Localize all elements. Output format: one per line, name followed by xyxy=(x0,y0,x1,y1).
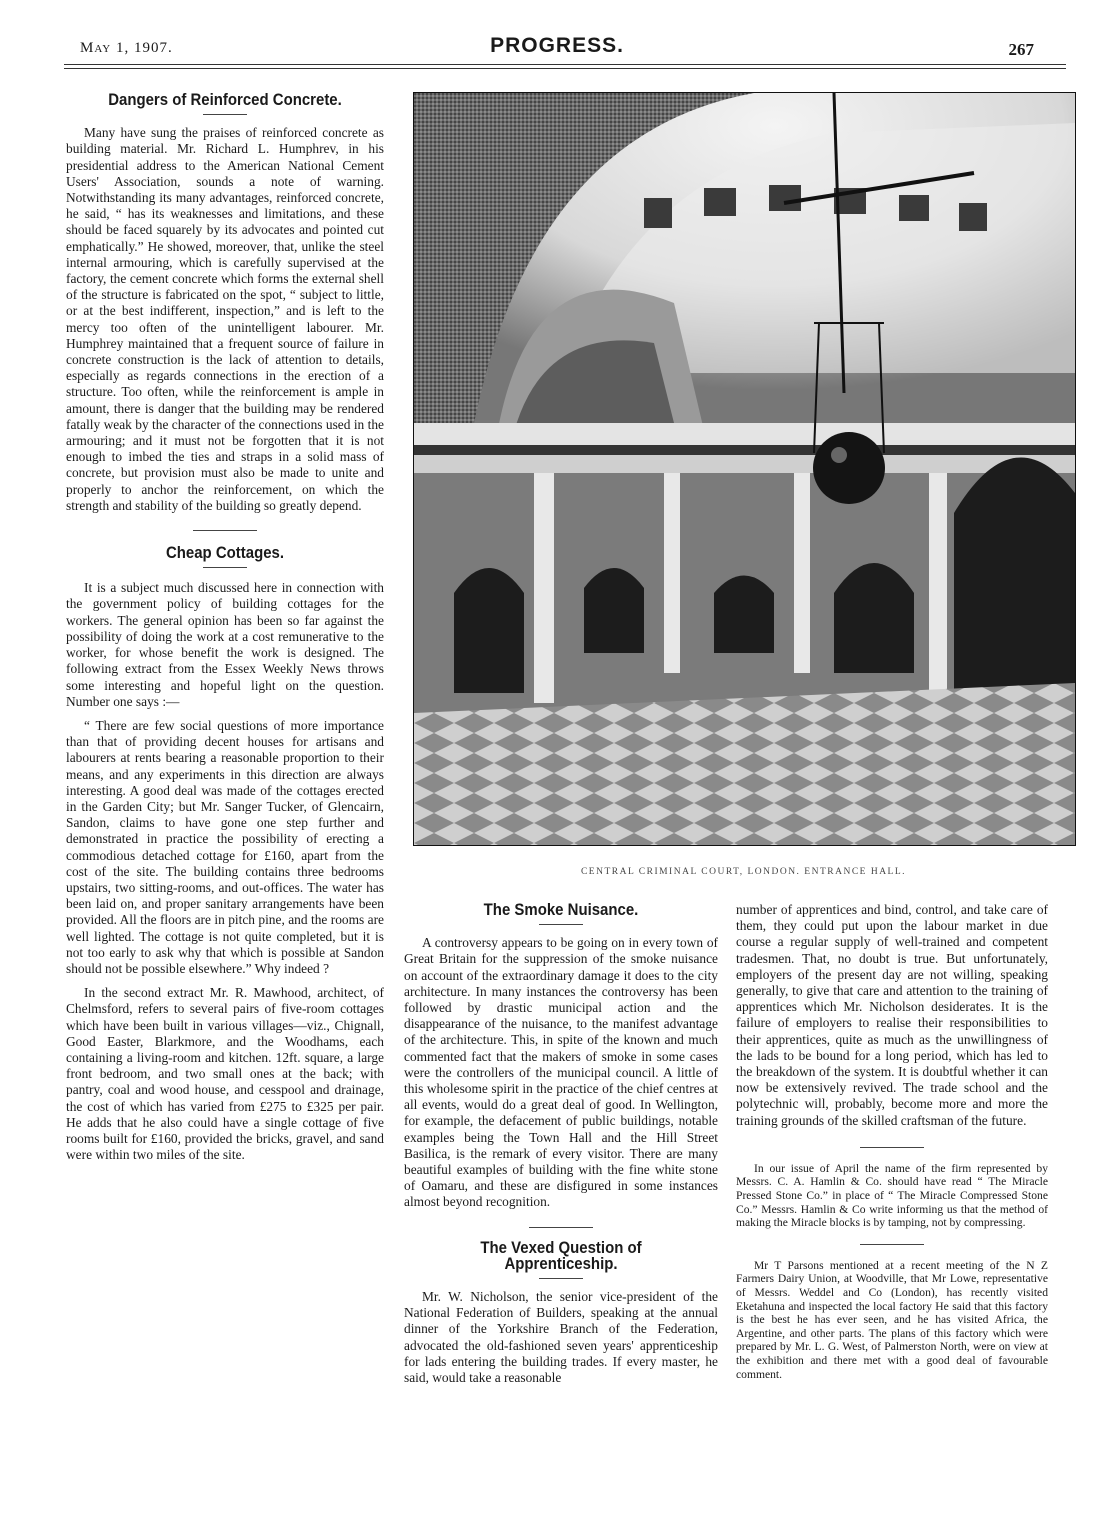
header-rule-2 xyxy=(64,68,1066,69)
cottages-paragraph: In the second extract Mr. R. Mawhood, architect, of Chelmsford, refers to several pairs of five-room cottages which have been built in various villages—viz., Chignall, Good Easter, Blarkmore, and the Woodhams, each containing a living-room and kitchen. 12ft. square, a large front bedroom, and two small ones at the back; with pantry, coal and wood house, and cesspool and drainage, the cost of which has varied from £275 to £325 per pair. He adds that he also could have a single cottage of five rooms built for £160, provided the bricks, gravel, and sand were within two miles of the site. xyxy=(66,985,384,1163)
concrete-paragraph: Many have sung the praises of reinforced concrete as building material. Mr. Richard L. Humphrev, in his presidential address to the American National Cement Users' Association, sounds a note of warning. Notwithstanding its many advantages, reinforced concrete, he said, “ has its weaknesses and limitations, and these should be faced squarely by its advocates and pointed cut emphatically.” He showed, moreover, that, unlike the steel internal armouring, which is carefully supervised at the factory, the cement concrete which forms the external shell of the structure is fabricated on the spot, “ subject to little, or at the best indifferent, inspection,” and is left to the mercy too often of the unintelligent labourer. Mr. Humphrey maintained that a frequent source of failure in concrete construction is the lack of attention to details, especially as regards connections in the erection of a structure. Too often, while the reinforcement is ample in amount, there is danger that the building may be rendered fatally weak by the character of the connections used in the armouring; and it must not be forgotten that it is not enough to imbed the ties and straps in a solid mass of concrete, but provision must also be made to unite and properly to anchor the reinforcement, on which the strength and stability of the building so greatly depend. xyxy=(66,125,384,513)
header-rule xyxy=(64,64,1066,65)
title-dash xyxy=(203,567,247,568)
middle-column xyxy=(404,902,718,1386)
note-paragraph: In our issue of April the name of the firm represented by Messrs. C. A. Hamlin & Co. should have read “ The Miracle Pressed Stone Co.” in place of “ The Miracle Compressed Stone Co.” Messrs. Hamlin & Co write informing us that the method of making the Miracle blocks is by tamping, not by compressing. xyxy=(736,1161,1048,1230)
apprenticeship-continuation: number of apprentices and bind, control, and take care of them, they could put upon the labour market in due course a regular supply of well-trained and competent tradesmen. That, no doubt is true. But unfortunately, employers of the present day are not willing, speaking generally, to give that care and attention to the training of apprentices which Mr. Nicholson desiderates. It is the failure of employers to realise their responsibilities to their apprentices, quite as much as the unwillingness of the lads to be bound for a long period, which has led to the breakdown of the system. It is doubtful whether it can now be extensively revived. The trade school and the polytechnic will, probably, become more and more the training grounds of the skilled craftsman of the future. xyxy=(736,902,1048,1128)
entrance-hall-photo xyxy=(413,92,1076,846)
title-dash xyxy=(539,924,583,925)
photo-caption: CENTRAL CRIMINAL COURT, LONDON. ENTRANCE HALL. xyxy=(580,867,907,877)
title-dash xyxy=(203,114,247,115)
page-title: PROGRESS. xyxy=(490,34,624,57)
concrete-title: Dangers of Reinforced Concrete. xyxy=(108,90,342,109)
left-column xyxy=(66,92,384,1163)
cottages-title: Cheap Cottages. xyxy=(165,543,285,563)
smoke-paragraph: A controversy appears to be going on in every town of Great Britain for the suppression of the smoke nuisance on account of the extraordinary damage it does to the city architecture. In many instances the controversy has been followed by drastic municipal action and the disappearance of the nuisance, to the manifest advantage of the architecture. This, in spite of the known and much commented fact that the makers of smoke in some cases were the controllers of the municipal council. A little of this wholesome spirit in the practice of the chief centres at all events, would do a great deal of good. In Wellington, for example, the defacement of public buildings, notable examples being the Town Hall and the Hill Street Basilica, is the remark of every visitor. There are many beautiful examples of building with the fine white stone of Oamaru, and these are disfigured in some instances almost beyond recognition. xyxy=(404,935,718,1210)
title-dash xyxy=(539,1278,583,1279)
cottages-paragraph: It is a subject much discussed here in connection with the government policy of building cottages for the workers. The general opinion has been so far against the possibility of doing the work at a cost remunerative to the worker, for whose benefit the work is designed. The following extract from the Essex Weekly News throws some interesting and hopeful light on the question. Number one says :— xyxy=(66,580,384,709)
right-column xyxy=(736,902,1048,1381)
section-separator xyxy=(860,1244,924,1245)
page-number: 267 xyxy=(1008,40,1034,59)
smoke-title: The Smoke Nuisance. xyxy=(483,900,639,919)
hall-illustration xyxy=(414,93,1075,845)
apprenticeship-title: The Vexed Question of Apprenticeship. xyxy=(480,1237,642,1273)
section-separator xyxy=(860,1147,924,1148)
note-paragraph: Mr T Parsons mentioned at a recent meeting of the N Z Farmers Dairy Union, at Woodville, that Mr Lowe, representative of Messrs. Weddel and Co (London), has recently visited Eketahuna and inspected the local factory He said that this factory is the best he has ever seen, and he has visited Africa, the Argentine, and other parts. The plans of this factory which were prepared by Mr. L. G. West, of Palmerston North, were on view at the exhibition and there met with a good deal of favourable comment. xyxy=(736,1258,1048,1381)
cottages-paragraph: “ There are few social questions of more importance than that of providing decent houses for artisans and labourers at rents bearing a reasonable proportion to their means, and any experiments in this direction are always interesting. A good deal was made of the cottages erected in the Garden City; but Mr. Sanger Tucker, of Glencairn, Sandon, claims to have gone one step further and demonstrated in practice the possibility of erecting a commodious detached cottage for £160, apart from the cost of the site. The building contains three bedrooms upstairs, two sitting-rooms, and out-offices. The water has been laid on, and proper sanitary arrangements have been provided. All the floors are in pitch pine, and the rooms are well lighted. The cottage is not quite completed, but it is not too early to ask why that which is possible at Sandon should not be possible elsewhere.” Why indeed ? xyxy=(66,717,384,976)
apprenticeship-paragraph: Mr. W. Nicholson, the senior vice-president of the National Federation of Builders, speaking at the annual dinner of the Yorkshire Branch of the Federation, advocated the old-fashioned seven years' apprenticeship for lads entering the building trades. If every master, he said, would take a reasonable xyxy=(404,1289,718,1386)
header-date: May 1, 1907. xyxy=(80,40,173,56)
